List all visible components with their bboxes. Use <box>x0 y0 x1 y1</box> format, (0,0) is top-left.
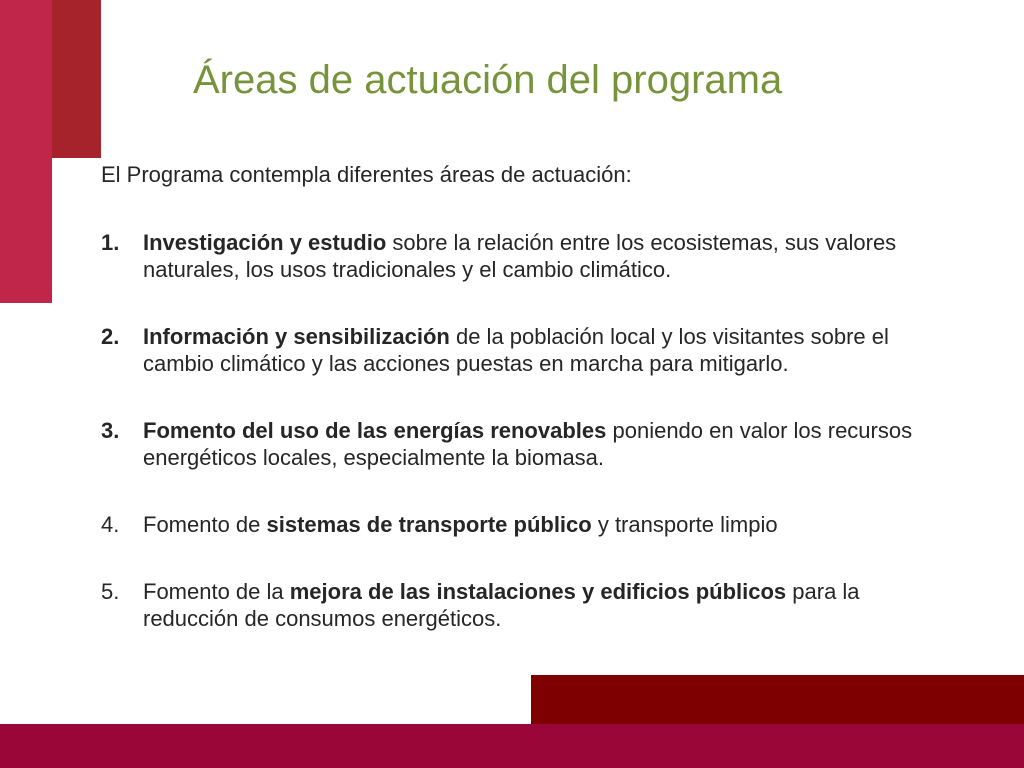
list-item <box>101 229 931 283</box>
item-bold-text: mejora de las instalaciones y edificios públicos <box>289 579 787 604</box>
item-prefix-text: Fomento de la <box>143 579 290 604</box>
item-number: 4. <box>101 512 120 537</box>
slide-title: Áreas de actuación del programa <box>193 58 783 102</box>
item-number: 1. <box>101 230 120 255</box>
item-prefix-text: Fomento de <box>143 512 267 537</box>
areas-list <box>101 229 931 672</box>
item-bold-text: Fomento del uso de las energías renovables <box>143 418 607 443</box>
item-text: sobre la relación entre los ecosistemas, sus valores naturales, los usos tradicionales y el cambio climático. <box>143 230 897 282</box>
item-text: poniendo en valor los recursos energéticos locales, especialmente la biomasa. <box>143 418 913 470</box>
item-bold-text: sistemas de transporte público <box>266 512 592 537</box>
item-text: y transporte limpio <box>591 512 778 537</box>
item-number: 3. <box>101 418 120 443</box>
item-bold-text: Investigación y estudio <box>143 230 387 255</box>
item-number: 5. <box>101 579 120 604</box>
left-accent-bar <box>0 0 52 303</box>
list-item <box>101 511 931 538</box>
item-bold-text: Información y sensibilización <box>143 324 450 349</box>
item-text: para la reducción de consumos energéticos. <box>143 579 860 631</box>
list-item <box>101 417 931 471</box>
list-item <box>101 578 931 632</box>
bottom-accent-block <box>531 675 1024 724</box>
left-accent-bar-dark <box>52 0 101 158</box>
bottom-accent-band <box>0 724 1024 768</box>
list-item <box>101 323 931 377</box>
intro-text: El Programa contempla diferentes áreas de actuación: <box>101 162 632 187</box>
item-text: de la población local y los visitantes sobre el cambio climático y las acciones puestas en marcha para mitigarlo. <box>143 324 889 376</box>
item-number: 2. <box>101 324 120 349</box>
